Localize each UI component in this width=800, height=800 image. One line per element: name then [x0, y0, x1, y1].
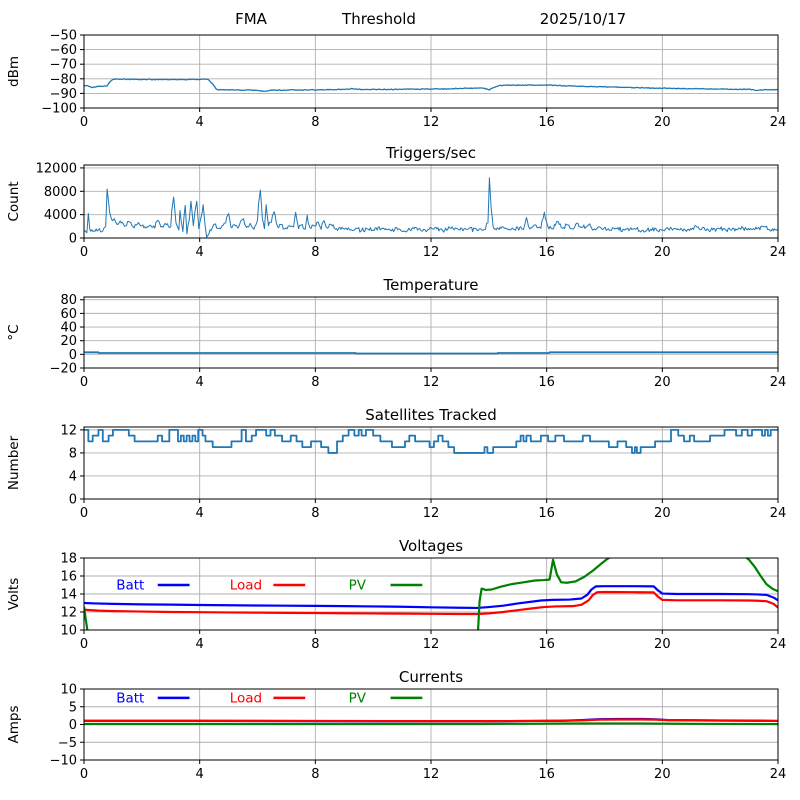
y-tick-label: 0: [68, 718, 77, 733]
x-tick-label: 16: [538, 506, 555, 521]
y-tick-label: −80: [49, 72, 77, 88]
y-tick-label: 4: [68, 469, 77, 485]
y-tick-label: 18: [60, 551, 77, 567]
panel-triggers: [6, 144, 786, 260]
x-tick-label: 12: [422, 245, 440, 260]
y-tick-label: 10: [60, 682, 77, 698]
y-tick-label: 8: [68, 446, 77, 462]
y-axis-label-satellites: Number: [6, 435, 22, 491]
figure-title-instrument: FMA: [235, 10, 267, 28]
y-tick-label: 12000: [35, 161, 77, 177]
x-tick-label: 24: [769, 637, 787, 652]
y-tick-label: 14: [60, 587, 77, 603]
legend-label-batt: Batt: [116, 690, 145, 707]
panel-title-voltages: Voltages: [398, 537, 464, 555]
x-tick-label: 24: [769, 115, 787, 130]
y-axis-label-triggers: Count: [6, 181, 22, 222]
panel-title-currents: Currents: [398, 668, 464, 686]
y-tick-label: −50: [49, 28, 77, 44]
y-axis-label-temperature: °C: [6, 324, 22, 341]
x-tick-label: 0: [79, 375, 89, 390]
x-tick-label: 8: [311, 375, 320, 390]
x-tick-label: 0: [79, 506, 89, 521]
x-tick-label: 12: [422, 375, 440, 390]
y-tick-label: 80: [60, 293, 77, 309]
legend-label-batt: Batt: [116, 577, 145, 594]
panel-temperature: [6, 276, 786, 390]
y-axis-label-dbm: dBm: [6, 56, 22, 87]
x-tick-label: 8: [311, 506, 320, 521]
x-tick-label: 12: [422, 767, 440, 782]
x-tick-label: 4: [195, 375, 204, 390]
x-tick-label: 16: [538, 637, 555, 652]
x-tick-label: 24: [769, 767, 787, 782]
y-axis-label-voltages: Volts: [6, 577, 22, 611]
x-tick-label: 16: [538, 767, 555, 782]
y-tick-label: 40: [60, 320, 77, 336]
x-tick-label: 16: [538, 115, 555, 130]
x-tick-label: 20: [654, 506, 671, 521]
x-tick-label: 20: [654, 245, 671, 260]
panel-title-triggers: Triggers/sec: [386, 144, 476, 162]
x-tick-label: 24: [769, 506, 787, 521]
x-tick-label: 24: [769, 245, 787, 260]
y-tick-label: 0: [68, 492, 77, 508]
x-tick-label: 12: [422, 506, 440, 521]
panel-currents: [6, 668, 786, 782]
x-tick-label: 4: [195, 767, 204, 782]
y-tick-label: 20: [60, 334, 77, 350]
y-tick-label: 16: [60, 569, 77, 585]
x-tick-label: 20: [654, 375, 671, 390]
panel-dbm: [6, 29, 786, 131]
x-tick-label: 20: [654, 767, 671, 782]
legend-label-pv: PV: [348, 577, 366, 594]
x-tick-label: 4: [195, 506, 204, 521]
legend-label-load: Load: [229, 577, 263, 594]
y-tick-label: 8000: [43, 184, 77, 200]
series-pv-amps: [84, 723, 778, 724]
y-tick-label: −90: [49, 86, 77, 102]
x-tick-label: 20: [654, 115, 671, 130]
figure-title-date: 2025/10/17: [539, 10, 627, 28]
x-tick-label: 4: [195, 637, 204, 652]
y-tick-label: −20: [49, 361, 77, 377]
y-tick-label: 0: [68, 231, 77, 247]
y-tick-label: 4000: [43, 208, 77, 224]
legend-label-pv: PV: [348, 690, 366, 707]
x-tick-label: 4: [195, 115, 204, 130]
x-tick-label: 8: [311, 245, 320, 260]
x-tick-label: 20: [654, 637, 671, 652]
legend-label-load: Load: [229, 690, 263, 707]
x-tick-label: 0: [79, 115, 89, 130]
x-tick-label: 8: [311, 767, 320, 782]
x-tick-label: 16: [538, 245, 555, 260]
y-tick-label: 60: [60, 306, 77, 322]
y-tick-label: 12: [60, 605, 77, 621]
y-tick-label: 5: [68, 700, 77, 716]
panel-title-satellites: Satellites Tracked: [365, 406, 497, 424]
y-axis-label-currents: Amps: [6, 705, 22, 744]
panel-voltages: [6, 537, 786, 675]
x-tick-label: 0: [79, 637, 89, 652]
x-tick-label: 8: [311, 637, 320, 652]
y-tick-label: 0: [68, 347, 77, 363]
figure-title-mode: Threshold: [342, 10, 416, 28]
x-tick-label: 0: [79, 245, 89, 260]
x-tick-label: 12: [422, 115, 440, 130]
panel-satellites: [6, 406, 786, 521]
y-tick-label: 10: [60, 623, 77, 639]
y-tick-label: −70: [49, 57, 77, 73]
x-tick-label: 4: [195, 245, 204, 260]
y-tick-label: −10: [49, 753, 77, 769]
x-tick-label: 12: [422, 637, 440, 652]
y-tick-label: −100: [41, 101, 77, 117]
y-tick-label: 12: [60, 423, 77, 439]
y-tick-label: −60: [49, 43, 77, 59]
x-tick-label: 8: [311, 115, 320, 130]
x-tick-label: 0: [79, 767, 89, 782]
x-tick-label: 24: [769, 375, 787, 390]
y-tick-label: −5: [57, 735, 77, 751]
panel-title-temperature: Temperature: [383, 276, 479, 294]
x-tick-label: 16: [538, 375, 555, 390]
